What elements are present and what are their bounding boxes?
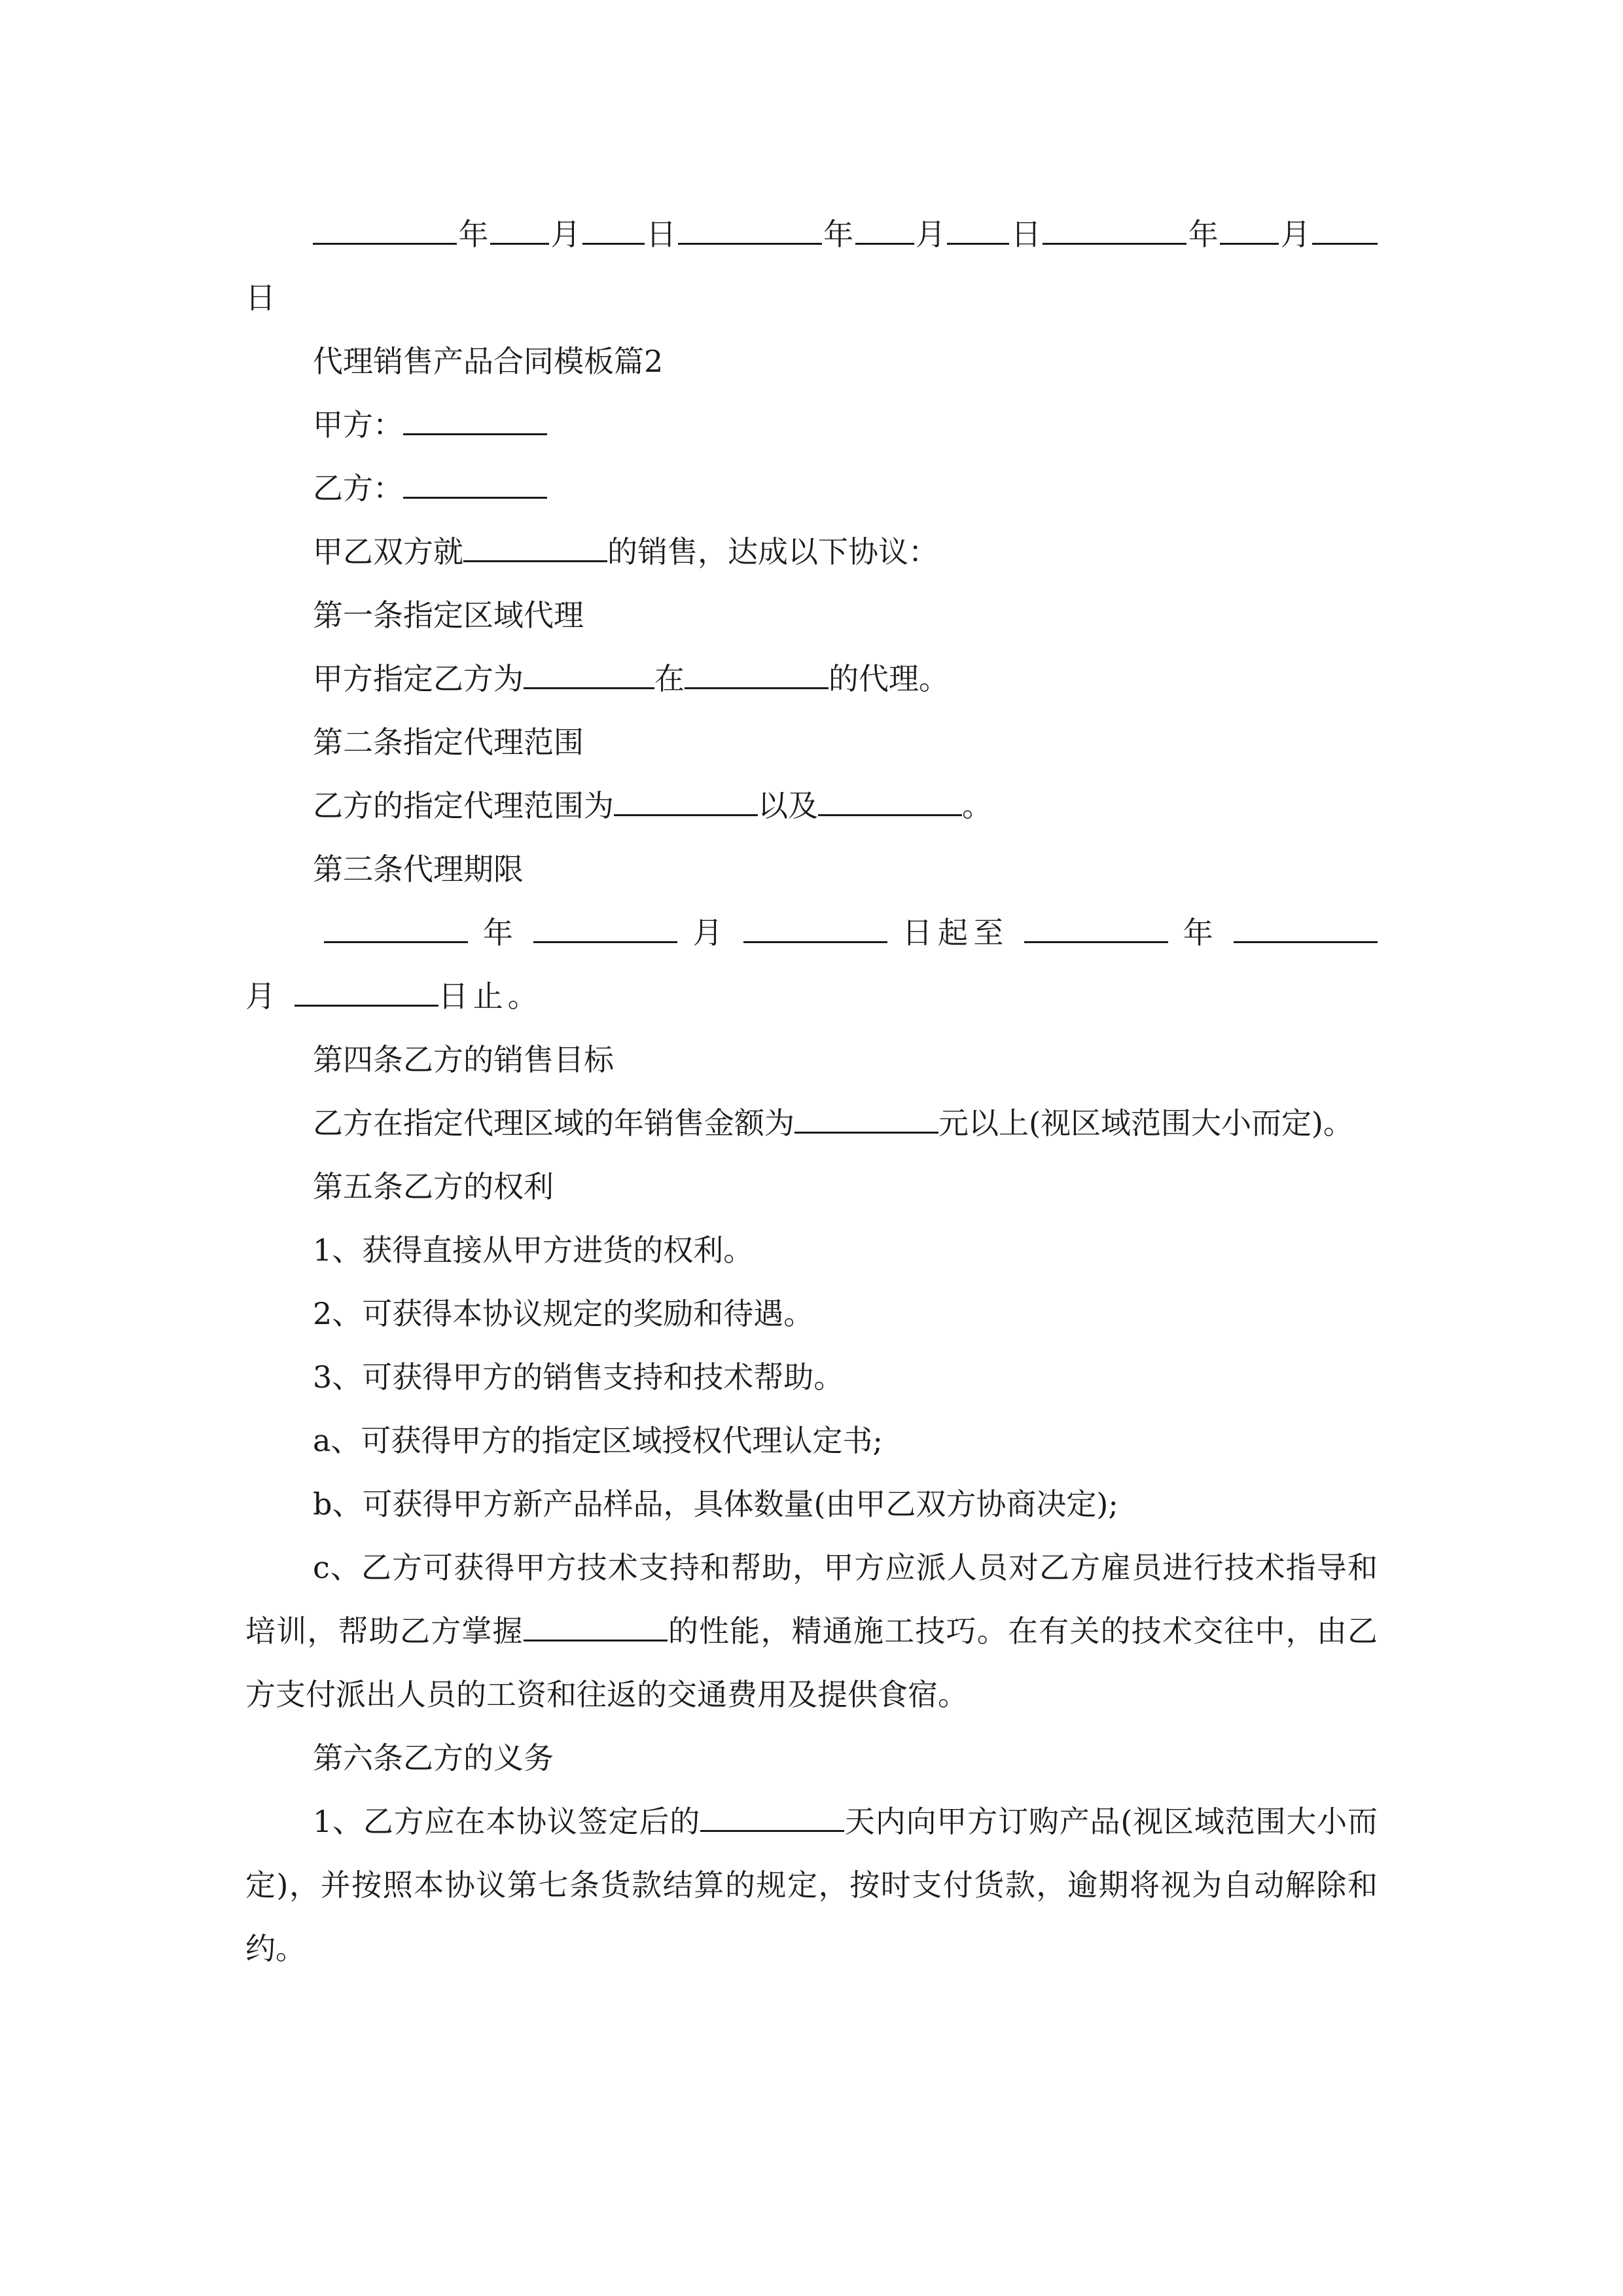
- intro-line: [245, 520, 1378, 584]
- year-label: 年: [821, 217, 855, 252]
- article-5-title: 第五条乙方的权利: [313, 1169, 554, 1204]
- article-3-title: 第三条代理期限: [313, 852, 524, 887]
- blank: [1234, 918, 1378, 943]
- article-4-body: [245, 1092, 1378, 1155]
- article-5-item-2: 2、可获得本协议规定的奖励和待遇。: [313, 1296, 814, 1331]
- intro-pre: 甲乙双方就: [313, 534, 463, 569]
- party-b-line: [245, 457, 1378, 520]
- blank: [614, 791, 758, 816]
- art3-month-2: 月: [245, 978, 280, 1014]
- blank: [524, 664, 654, 689]
- blank: [794, 1108, 938, 1134]
- article-6-item-1: [245, 1790, 1378, 1981]
- document-title: 代理销售产品合同模板篇2: [313, 344, 664, 379]
- blank: [1043, 219, 1186, 245]
- day-label: 日: [644, 217, 678, 252]
- art3-month: 月: [692, 915, 728, 950]
- blank: [490, 219, 549, 245]
- art1-pre: 甲方指定乙方为: [313, 661, 524, 696]
- article-6-title: 第六条乙方的义务: [313, 1740, 554, 1776]
- blank: [324, 918, 468, 943]
- party-a-label: 甲方：: [313, 407, 403, 442]
- art5-c-post: 的性能，精通施工技巧。在有关的技术交往中，由乙方支付派出人员的工资和往返的交通费用及提供食宿。: [245, 1613, 1378, 1712]
- art3-from: 日起至: [902, 915, 1009, 950]
- article-5-item-3: 3、可获得甲方的销售支持和技术帮助。: [313, 1359, 844, 1395]
- blank: [294, 981, 438, 1007]
- blank: [533, 918, 677, 943]
- month-label: 月: [548, 217, 582, 252]
- art2-pre: 乙方的指定代理范围为: [313, 788, 614, 823]
- article-5-item-a: a、可获得甲方的指定区域授权代理认定书;: [313, 1423, 883, 1458]
- blank: [947, 219, 1009, 245]
- year-label: 年: [457, 217, 490, 252]
- article-2-body: [245, 774, 1378, 838]
- art1-post: 的代理。: [829, 661, 949, 696]
- blank: [313, 219, 457, 245]
- product-blank: [463, 537, 607, 562]
- art3-year-2: 年: [1183, 915, 1219, 950]
- article-2-title: 第二条指定代理范围: [313, 725, 584, 760]
- article-3-body: [245, 901, 1378, 1028]
- blank: [1024, 918, 1168, 943]
- article-1-body: [245, 647, 1378, 711]
- month-label: 月: [914, 217, 948, 252]
- date-line: [245, 203, 1378, 330]
- blank: [524, 1616, 668, 1641]
- blank: [1312, 219, 1378, 245]
- art3-end: 日止。: [438, 978, 543, 1014]
- art3-year: 年: [482, 915, 519, 950]
- art4-pre: 乙方在指定代理区域的年销售金额为: [313, 1105, 794, 1141]
- art6-1-post: 天内向甲方订购产品(视区域范围大小而定)，并按照本协议第七条货款结算的规定，按时支付货款，逾期将视为自动解除和约。: [245, 1804, 1378, 1966]
- party-a-blank: [403, 410, 547, 435]
- blank: [582, 219, 645, 245]
- blank: [743, 918, 887, 943]
- year-label: 年: [1186, 217, 1221, 252]
- article-5-item-b: b、可获得甲方新产品样品，具体数量(由甲乙双方协商决定);: [313, 1486, 1118, 1522]
- blank: [1220, 219, 1279, 245]
- blank: [678, 219, 822, 245]
- article-5-item-1: 1、获得直接从甲方进货的权利。: [313, 1232, 754, 1268]
- party-b-blank: [403, 473, 547, 499]
- blank: [685, 664, 829, 689]
- intro-post: 的销售，达成以下协议：: [607, 534, 938, 569]
- art5-c-pre: c、乙方可获得甲方技术支持和帮助，甲方应派人员对乙方雇员进行技术指导和培训，帮助乙方掌握: [245, 1550, 1378, 1649]
- art1-mid: 在: [654, 661, 685, 696]
- art2-mid: 以及: [758, 788, 818, 823]
- art2-post: 。: [962, 788, 992, 823]
- blank: [818, 791, 962, 816]
- day-label: 日: [245, 280, 276, 315]
- day-label: 日: [1009, 217, 1043, 252]
- article-4-title: 第四条乙方的销售目标: [313, 1042, 614, 1077]
- month-label: 月: [1279, 217, 1312, 252]
- party-a-line: [245, 393, 1378, 457]
- blank: [855, 219, 914, 245]
- party-b-label: 乙方：: [313, 471, 403, 506]
- article-1-title: 第一条指定区域代理: [313, 598, 584, 633]
- blank: [700, 1806, 844, 1832]
- article-5-item-c: [245, 1536, 1378, 1727]
- art6-1-pre: 1、乙方应在本协议签定后的: [313, 1804, 701, 1839]
- document-page: [245, 203, 1378, 1981]
- art4-post: 元以上(视区域范围大小而定)。: [938, 1105, 1353, 1141]
